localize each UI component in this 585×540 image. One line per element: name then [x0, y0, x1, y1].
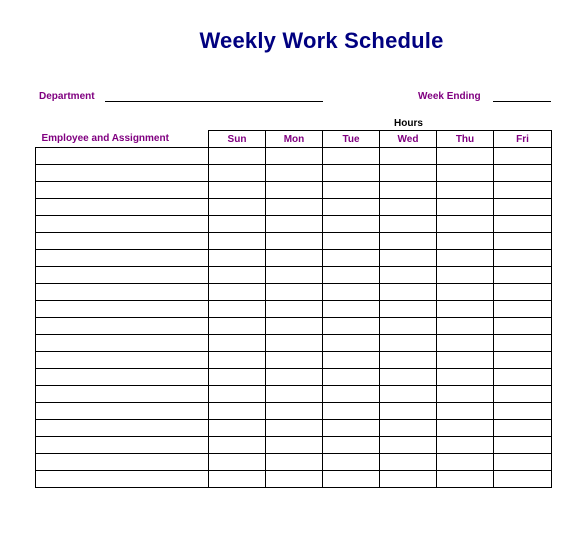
hours-cell-fri[interactable]: [494, 216, 552, 233]
table-row: [36, 386, 552, 403]
hours-cell-mon[interactable]: [266, 250, 323, 267]
hours-cell-mon[interactable]: [266, 318, 323, 335]
day-header-thu: Thu: [437, 131, 494, 148]
table-row: [36, 369, 552, 386]
hours-cell-tue[interactable]: [323, 301, 380, 318]
hours-cell-thu[interactable]: [437, 165, 494, 182]
table-row: [36, 420, 552, 437]
hours-cell-tue[interactable]: [323, 318, 380, 335]
table-row: [36, 233, 552, 250]
hours-cell-sun[interactable]: [209, 335, 266, 352]
hours-cell-mon[interactable]: [266, 216, 323, 233]
hours-cell-sun[interactable]: [209, 369, 266, 386]
hours-cell-tue[interactable]: [323, 403, 380, 420]
hours-cell-mon[interactable]: [266, 182, 323, 199]
table-row: [36, 267, 552, 284]
hours-cell-fri[interactable]: [494, 454, 552, 471]
hours-cell-fri[interactable]: [494, 420, 552, 437]
hours-cell-thu[interactable]: [437, 335, 494, 352]
hours-cell-fri[interactable]: [494, 352, 552, 369]
employee-assignment-cell[interactable]: [36, 216, 209, 233]
hours-cell-wed[interactable]: [380, 182, 437, 199]
hours-cell-tue[interactable]: [323, 352, 380, 369]
hours-cell-wed[interactable]: [380, 437, 437, 454]
schedule-table: [35, 130, 552, 488]
hours-cell-fri[interactable]: [494, 148, 552, 165]
hours-cell-thu[interactable]: [437, 216, 494, 233]
hours-cell-sun[interactable]: [209, 386, 266, 403]
hours-cell-tue[interactable]: [323, 216, 380, 233]
hours-cell-wed[interactable]: [380, 471, 437, 488]
hours-cell-sun[interactable]: [209, 250, 266, 267]
department-field[interactable]: [105, 101, 323, 102]
table-row: [36, 403, 552, 420]
hours-cell-sun[interactable]: [209, 284, 266, 301]
hours-cell-mon[interactable]: [266, 454, 323, 471]
table-row: [36, 335, 552, 352]
table-row: [36, 284, 552, 301]
hours-cell-wed[interactable]: [380, 267, 437, 284]
hours-cell-sun[interactable]: [209, 233, 266, 250]
hours-cell-tue[interactable]: [323, 454, 380, 471]
hours-cell-sun[interactable]: [209, 301, 266, 318]
hours-cell-sun[interactable]: [209, 199, 266, 216]
hours-cell-fri[interactable]: [494, 318, 552, 335]
hours-cell-wed[interactable]: [380, 165, 437, 182]
hours-cell-fri[interactable]: [494, 437, 552, 454]
hours-cell-thu[interactable]: [437, 386, 494, 403]
hours-cell-tue[interactable]: [323, 165, 380, 182]
hours-cell-thu[interactable]: [437, 318, 494, 335]
hours-cell-thu[interactable]: [437, 420, 494, 437]
hours-cell-sun[interactable]: [209, 318, 266, 335]
hours-cell-sun[interactable]: [209, 454, 266, 471]
hours-cell-fri[interactable]: [494, 335, 552, 352]
table-row: [36, 471, 552, 488]
hours-cell-mon[interactable]: [266, 148, 323, 165]
employee-assignment-cell[interactable]: [36, 318, 209, 335]
hours-cell-fri[interactable]: [494, 301, 552, 318]
hours-cell-wed[interactable]: [380, 352, 437, 369]
hours-cell-tue[interactable]: [323, 369, 380, 386]
day-header-sun: Sun: [209, 131, 266, 148]
hours-cell-thu[interactable]: [437, 471, 494, 488]
hours-cell-mon[interactable]: [266, 267, 323, 284]
employee-assignment-cell[interactable]: [36, 386, 209, 403]
hours-cell-mon[interactable]: [266, 335, 323, 352]
table-row: [36, 454, 552, 471]
hours-cell-mon[interactable]: [266, 471, 323, 488]
hours-cell-tue[interactable]: [323, 471, 380, 488]
table-row: [36, 352, 552, 369]
hours-cell-wed[interactable]: [380, 284, 437, 301]
hours-cell-sun[interactable]: [209, 216, 266, 233]
table-row: [36, 250, 552, 267]
hours-cell-mon[interactable]: [266, 301, 323, 318]
table-row: [36, 182, 552, 199]
employee-assignment-cell[interactable]: [36, 250, 209, 267]
hours-cell-thu[interactable]: [437, 284, 494, 301]
employee-assignment-cell[interactable]: [36, 199, 209, 216]
hours-cell-thu[interactable]: [437, 369, 494, 386]
hours-cell-sun[interactable]: [209, 182, 266, 199]
hours-cell-thu[interactable]: [437, 182, 494, 199]
hours-cell-mon[interactable]: [266, 165, 323, 182]
employee-assignment-cell[interactable]: [36, 165, 209, 182]
table-row: [36, 148, 552, 165]
hours-cell-fri[interactable]: [494, 284, 552, 301]
hours-cell-sun[interactable]: [209, 420, 266, 437]
hours-cell-thu[interactable]: [437, 250, 494, 267]
hours-cell-mon[interactable]: [266, 199, 323, 216]
hours-cell-sun[interactable]: [209, 165, 266, 182]
hours-cell-wed[interactable]: [380, 199, 437, 216]
hours-cell-tue[interactable]: [323, 267, 380, 284]
department-label: Department: [39, 91, 95, 102]
table-row: [36, 437, 552, 454]
hours-cell-mon[interactable]: [266, 233, 323, 250]
hours-cell-thu[interactable]: [437, 199, 494, 216]
employee-assignment-cell[interactable]: [36, 352, 209, 369]
hours-cell-thu[interactable]: [437, 403, 494, 420]
hours-cell-tue[interactable]: [323, 250, 380, 267]
hours-cell-fri[interactable]: [494, 267, 552, 284]
hours-cell-thu[interactable]: [437, 437, 494, 454]
hours-cell-wed[interactable]: [380, 233, 437, 250]
hours-cell-sun[interactable]: [209, 267, 266, 284]
hours-cell-mon[interactable]: [266, 352, 323, 369]
employee-assignment-header: Employee and Assignment: [41, 133, 169, 145]
day-header-mon: Mon: [266, 131, 323, 148]
table-row: [36, 165, 552, 182]
hours-cell-tue[interactable]: [323, 386, 380, 403]
hours-cell-wed[interactable]: [380, 216, 437, 233]
table-row: [36, 199, 552, 216]
hours-cell-tue[interactable]: [323, 420, 380, 437]
hours-cell-wed[interactable]: [380, 148, 437, 165]
hours-cell-thu[interactable]: [437, 148, 494, 165]
hours-cell-wed[interactable]: [380, 420, 437, 437]
hours-cell-wed[interactable]: [380, 301, 437, 318]
hours-cell-fri[interactable]: [494, 250, 552, 267]
employee-assignment-cell[interactable]: [36, 182, 209, 199]
employee-assignment-cell[interactable]: [36, 369, 209, 386]
hours-cell-wed[interactable]: [380, 386, 437, 403]
hours-cell-wed[interactable]: [380, 250, 437, 267]
week-ending-label: Week Ending: [418, 91, 481, 102]
hours-cell-wed[interactable]: [380, 335, 437, 352]
hours-cell-fri[interactable]: [494, 233, 552, 250]
hours-cell-mon[interactable]: [266, 284, 323, 301]
hours-cell-wed[interactable]: [380, 403, 437, 420]
employee-assignment-cell[interactable]: [36, 233, 209, 250]
hours-cell-fri[interactable]: [494, 471, 552, 488]
employee-assignment-cell[interactable]: [36, 301, 209, 318]
hours-cell-fri[interactable]: [494, 403, 552, 420]
employee-assignment-cell[interactable]: [36, 403, 209, 420]
hours-cell-mon[interactable]: [266, 369, 323, 386]
employee-assignment-cell[interactable]: [36, 267, 209, 284]
day-header-tue: Tue: [323, 131, 380, 148]
hours-cell-mon[interactable]: [266, 437, 323, 454]
hours-cell-tue[interactable]: [323, 284, 380, 301]
employee-assignment-cell[interactable]: [36, 437, 209, 454]
hours-cell-thu[interactable]: [437, 352, 494, 369]
hours-cell-fri[interactable]: [494, 199, 552, 216]
hours-cell-mon[interactable]: [266, 420, 323, 437]
employee-assignment-cell[interactable]: [36, 148, 209, 165]
hours-cell-thu[interactable]: [437, 301, 494, 318]
hours-cell-sun[interactable]: [209, 352, 266, 369]
hours-cell-wed[interactable]: [380, 454, 437, 471]
hours-cell-sun[interactable]: [209, 403, 266, 420]
table-header-row: [36, 131, 552, 148]
hours-group-header: Hours: [394, 118, 423, 129]
hours-cell-fri[interactable]: [494, 165, 552, 182]
hours-cell-thu[interactable]: [437, 454, 494, 471]
hours-cell-fri[interactable]: [494, 182, 552, 199]
employee-assignment-cell[interactable]: [36, 335, 209, 352]
hours-cell-wed[interactable]: [380, 369, 437, 386]
page-title: Weekly Work Schedule: [199, 28, 444, 53]
hours-cell-tue[interactable]: [323, 437, 380, 454]
hours-cell-sun[interactable]: [209, 148, 266, 165]
hours-cell-tue[interactable]: [323, 199, 380, 216]
hours-cell-wed[interactable]: [380, 318, 437, 335]
table-row: [36, 301, 552, 318]
hours-cell-tue[interactable]: [323, 335, 380, 352]
hours-cell-sun[interactable]: [209, 471, 266, 488]
hours-cell-tue[interactable]: [323, 233, 380, 250]
week-ending-field[interactable]: [493, 101, 551, 102]
day-header-fri: Fri: [494, 131, 552, 148]
hours-cell-tue[interactable]: [323, 148, 380, 165]
hours-cell-sun[interactable]: [209, 437, 266, 454]
hours-cell-thu[interactable]: [437, 267, 494, 284]
hours-cell-fri[interactable]: [494, 386, 552, 403]
employee-assignment-cell[interactable]: [36, 471, 209, 488]
hours-cell-mon[interactable]: [266, 386, 323, 403]
table-row: [36, 318, 552, 335]
employee-assignment-cell[interactable]: [36, 420, 209, 437]
hours-cell-fri[interactable]: [494, 369, 552, 386]
employee-assignment-cell[interactable]: [36, 284, 209, 301]
employee-assignment-cell[interactable]: [36, 454, 209, 471]
table-row: [36, 216, 552, 233]
day-header-wed: Wed: [380, 131, 437, 148]
hours-cell-mon[interactable]: [266, 403, 323, 420]
hours-cell-tue[interactable]: [323, 182, 380, 199]
hours-cell-thu[interactable]: [437, 233, 494, 250]
